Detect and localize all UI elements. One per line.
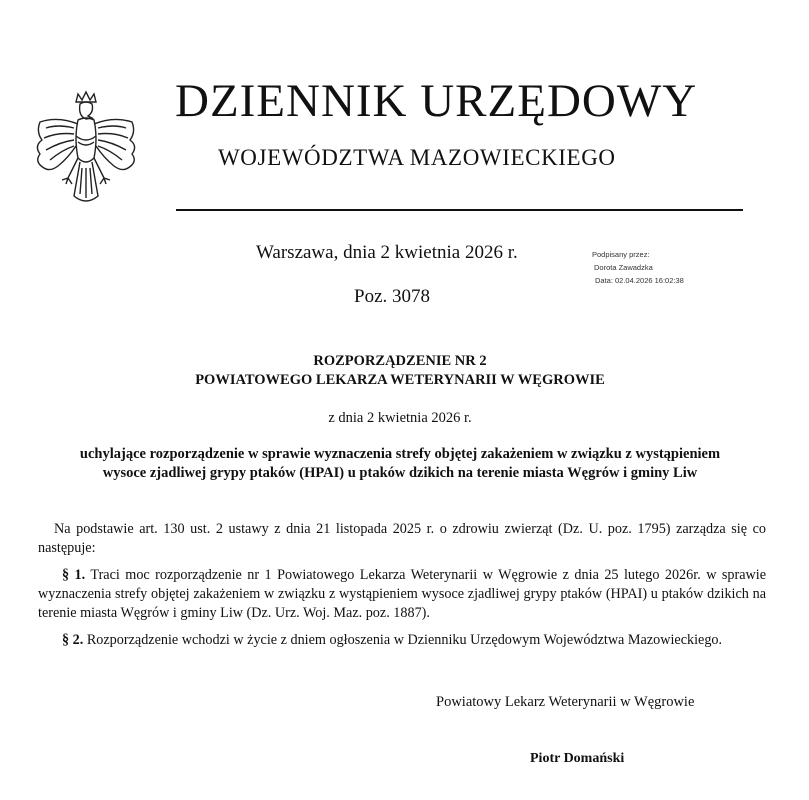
- section-2: [38, 631, 766, 650]
- eagle-emblem-icon: [28, 88, 144, 218]
- signature-date: Data: 02.04.2026 16:02:38: [595, 276, 684, 285]
- position-number: Poz. 3078: [354, 286, 430, 307]
- act-date: z dnia 2 kwietnia 2026 r.: [328, 410, 472, 426]
- section-1-label: § 1.: [62, 567, 86, 583]
- signature-stamp: [592, 248, 684, 287]
- place-date: Warszawa, dnia 2 kwietnia 2026 r.: [256, 242, 518, 263]
- section-1: [38, 566, 766, 623]
- section-2-text: Rozporządzenie wchodzi w życie z dniem ogłoszenia w Dzienniku Urzędowym Województwa Mazowieckiego.: [86, 632, 723, 648]
- signer-title: Powiatowy Lekarz Weterynarii w Węgrowie: [436, 694, 695, 710]
- signer-name: Piotr Domański: [530, 751, 625, 766]
- journal-title: DZIENNIK URZĘDOWY: [175, 75, 698, 127]
- journal-subtitle: WOJEWÓDZTWA MAZOWIECKIEGO: [218, 145, 616, 170]
- act-issuer: POWIATOWEGO LEKARZA WETERYNARII W WĘGROWIE: [195, 372, 605, 388]
- header-divider: [176, 209, 743, 211]
- signature-signer: Dorota Zawadzka: [594, 263, 653, 272]
- preamble: Na podstawie art. 130 ust. 2 ustawy z dnia 21 listopada 2025 r. o zdrowiu zwierząt (Dz. U. poz. 1795) zarządza się co następuje:: [38, 521, 766, 556]
- section-2-label: § 2.: [62, 632, 84, 648]
- act-subject-line1: uchylające rozporządzenie w sprawie wyznaczenia strefy objętej zakażeniem w związku z wystąpieniem: [79, 446, 721, 462]
- section-1-text: Traci moc rozporządzenie nr 1 Powiatowego Lekarza Weterynarii w Węgrowie z dnia 25 lutego 2026r. w sprawie wyznaczenia strefy objętej zakażeniem w związku z wystąpieniem wysoce zjadliwej grypy ptaków (HPAI) u ptaków dzikich na terenie miasta Węgrów i gminy Liw (Dz. Urz. Woj. Maz. poz. 1887).: [38, 567, 767, 621]
- signature-label: Podpisany przez:: [592, 250, 650, 259]
- act-subject-line2: wysoce zjadliwej grypy ptaków (HPAI) u ptaków dzikich na terenie miasta Węgrów i gminy Liw: [102, 465, 698, 481]
- act-type: ROZPORZĄDZENIE NR 2: [313, 353, 487, 369]
